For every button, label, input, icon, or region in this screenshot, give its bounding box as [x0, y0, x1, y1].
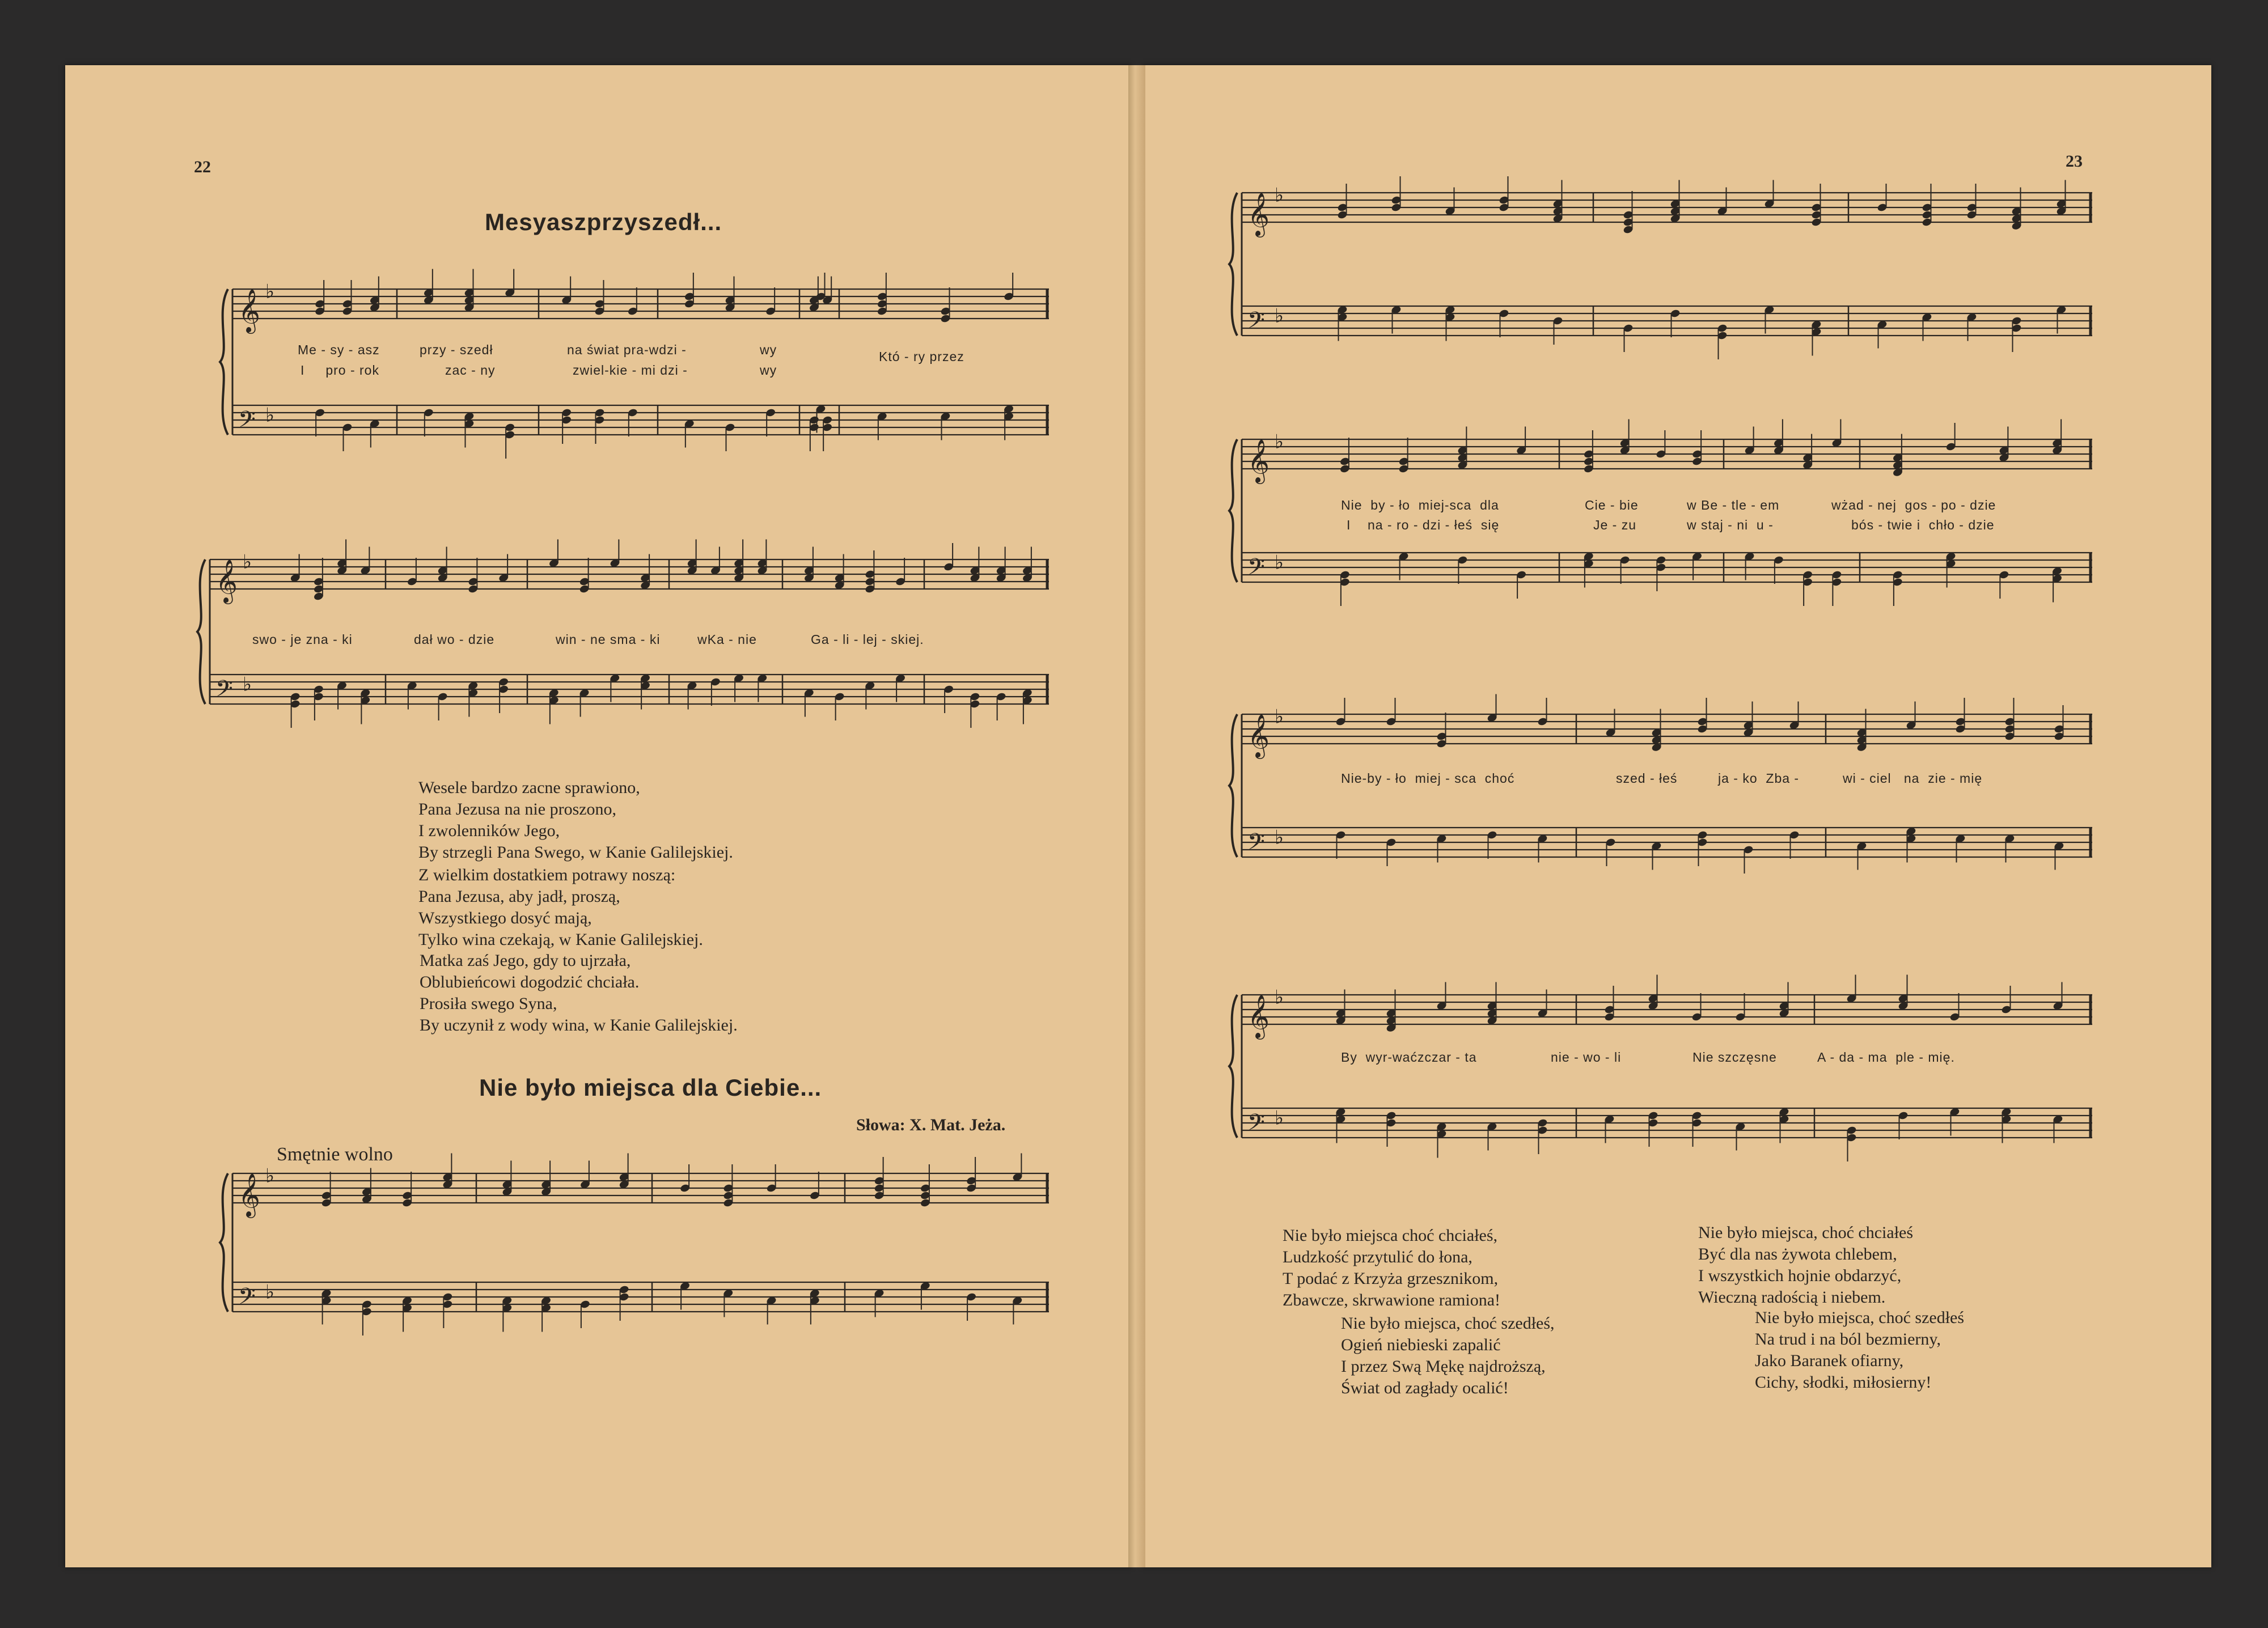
- lyric: Nie-by - ło miej - sca choć: [1341, 771, 1515, 786]
- lyric: Któ - ry przez: [879, 349, 964, 364]
- lyric: Me - sy - asz: [298, 342, 380, 357]
- book-gutter: [1128, 65, 1145, 1567]
- bass-clef: 𝄢: [238, 1283, 256, 1315]
- treble-clef: 𝄞: [1247, 439, 1270, 482]
- lyric: Nie by - ło miej-sca dla: [1341, 498, 1499, 512]
- page-number-right: 23: [2066, 152, 2083, 171]
- song2-system4-score: [1219, 703, 2092, 873]
- flat-sign: ♭: [265, 404, 275, 427]
- verse-line: Ludzkość przytulić do łona,: [1283, 1248, 1472, 1266]
- treble-clef: 𝄞: [238, 1173, 261, 1216]
- song1-title: Mesyaszprzyszedł...: [485, 209, 722, 235]
- lyric: Je - zu: [1593, 518, 1637, 532]
- lyric: wżad - nej gos - po - dzie: [1831, 498, 1996, 512]
- flat-sign: ♭: [1275, 551, 1284, 574]
- flat-sign: ♭: [1275, 826, 1284, 849]
- flat-sign: ♭: [265, 1164, 275, 1188]
- flat-sign: ♭: [265, 1281, 275, 1304]
- lyric: dał wo - dzie: [414, 632, 495, 647]
- verse-line: Świat od zagłady ocalić!: [1341, 1379, 1509, 1397]
- lyric: na świat pra-wdzi -: [567, 342, 687, 357]
- bass-clef: 𝄢: [1247, 829, 1265, 860]
- song2-system1-score: [210, 1156, 1049, 1326]
- flat-sign: ♭: [265, 280, 275, 303]
- verse-line: Nie było miejsca, choć szedłeś,: [1341, 1314, 1555, 1333]
- treble-clef: 𝄞: [238, 289, 261, 332]
- lyric: A - da - ma ple - mię.: [1817, 1050, 1955, 1065]
- verse-line: Tylko wina czekają, w Kanie Galilejskiej.: [418, 930, 703, 949]
- flat-sign: ♭: [1275, 1106, 1284, 1130]
- page-number-left: 22: [194, 158, 211, 176]
- bass-clef: 𝄢: [1247, 307, 1265, 339]
- system-brace: [220, 289, 228, 435]
- verse-line: Matka zaś Jego, gdy to ujrzała,: [420, 951, 631, 970]
- flat-sign: ♭: [1275, 986, 1284, 1009]
- song2-system3-score: [1219, 428, 2092, 598]
- verse-line: By strzegli Pana Swego, w Kanie Galilejskiej.: [418, 843, 733, 862]
- song2-system2-score: [1219, 181, 2092, 346]
- system-brace: [197, 559, 205, 704]
- verse-line: I zwolenników Jego,: [418, 821, 560, 840]
- verse-line: T podać z Krzyża grzesznikom,: [1283, 1269, 1499, 1288]
- verse-line: Zbawcze, skrwawione ramiona!: [1283, 1291, 1500, 1309]
- lyric: zac - ny: [445, 363, 496, 378]
- flat-sign: ♭: [1275, 184, 1284, 207]
- bass-clef: 𝄢: [1247, 554, 1265, 586]
- verse-line: Pana Jezusa na nie proszono,: [418, 800, 617, 819]
- verse-line: Prosiła swego Syna,: [420, 994, 557, 1013]
- verse-line: I przez Swą Mękę najdroższą,: [1341, 1357, 1546, 1376]
- system-brace: [220, 1173, 228, 1312]
- song2-verse-col1-b: [1341, 1291, 1555, 1421]
- flat-sign: ♭: [1275, 705, 1284, 728]
- song2-verse-col2-b: [1755, 1286, 1964, 1415]
- verse-line: Wieczną radością i niebem.: [1698, 1288, 1886, 1307]
- lyric: w Be - tle - em: [1687, 498, 1780, 512]
- song1-verse-3: [420, 929, 738, 1058]
- verse-line: Nie było miejsca choć chciałeś,: [1283, 1226, 1498, 1245]
- lyric: win - ne sma - ki: [556, 632, 661, 647]
- system-brace: [1229, 995, 1237, 1138]
- song2-title: Nie było miejsca dla Ciebie...: [479, 1074, 822, 1101]
- lyric: Ga - li - lej - skiej.: [811, 632, 924, 647]
- verse-line: Cichy, słodki, miłosierny!: [1755, 1373, 1932, 1392]
- song2-credit: Słowa: X. Mat. Jeża.: [856, 1116, 1006, 1134]
- verse-line: Na trud i na ból bezmierny,: [1755, 1330, 1941, 1349]
- flat-sign: ♭: [1275, 304, 1284, 328]
- treble-clef: 𝄞: [1247, 192, 1270, 236]
- song2-system5-score: [1219, 983, 2092, 1154]
- verse-line: Z wielkim dostatkiem potrawy noszą:: [418, 866, 676, 884]
- lyric: szed - łeś: [1616, 771, 1678, 786]
- verse-line: Wszystkiego dosyć mają,: [418, 909, 592, 927]
- verse-line: Nie było miejsca, choć chciałeś: [1698, 1223, 1914, 1242]
- lyric: wy: [760, 363, 777, 378]
- lyric: swo - je zna - ki: [252, 632, 353, 647]
- lyric: bós - twie i chło - dzie: [1851, 518, 1995, 532]
- verse-line: I wszystkich hojnie obdarzyć,: [1698, 1266, 1902, 1285]
- verse-line: Nie było miejsca, choć szedłeś: [1755, 1308, 1965, 1327]
- tempo-marking: Smętnie wolno: [277, 1144, 393, 1165]
- flat-sign: ♭: [1275, 430, 1284, 453]
- verse-line: Oblubieńcowi dogodzić chciała.: [420, 973, 640, 991]
- flat-sign: ♭: [243, 673, 252, 696]
- verse-line: Pana Jezusa, aby jadł, proszą,: [418, 887, 620, 906]
- treble-clef: 𝄞: [215, 559, 238, 603]
- verse-line: By uczynił z wody wina, w Kanie Galilejskiej.: [420, 1016, 738, 1035]
- lyric: zwiel-kie - mi dzi -: [573, 363, 688, 378]
- lyric: nie - wo - li: [1551, 1050, 1622, 1065]
- system-brace: [1229, 714, 1237, 857]
- bass-clef: 𝄢: [1247, 1109, 1265, 1141]
- lyric: wi - ciel na zie - mię: [1843, 771, 1983, 786]
- lyric: przy - szedł: [420, 342, 493, 357]
- verse-line: Być dla nas żywota chlebem,: [1698, 1245, 1897, 1264]
- lyric: I na - ro - dzi - łeś się: [1347, 518, 1500, 532]
- lyric: By wyr-waćzczar - ta: [1341, 1050, 1477, 1065]
- lyric: Nie szczęsne: [1692, 1050, 1777, 1065]
- treble-clef: 𝄞: [1247, 994, 1270, 1038]
- verse-line: Jako Baranek ofiarny,: [1755, 1351, 1904, 1370]
- lyric: wy: [760, 342, 777, 357]
- lyric: Cie - bie: [1585, 498, 1639, 512]
- lyric: wKa - nie: [697, 632, 757, 647]
- lyric: ja - ko Zba -: [1718, 771, 1800, 786]
- system-brace: [1229, 439, 1237, 582]
- bass-clef: 𝄢: [215, 676, 233, 707]
- flat-sign: ♭: [243, 550, 252, 574]
- treble-clef: 𝄞: [1247, 714, 1270, 757]
- lyric: w staj - ni u -: [1687, 518, 1774, 532]
- verse-line: Wesele bardzo zacne sprawiono,: [418, 778, 640, 797]
- bass-clef: 𝄢: [238, 406, 256, 438]
- lyric: I pro - rok: [301, 363, 379, 378]
- system-brace: [1229, 193, 1237, 336]
- verse-line: Ogień niebieski zapalić: [1341, 1336, 1501, 1354]
